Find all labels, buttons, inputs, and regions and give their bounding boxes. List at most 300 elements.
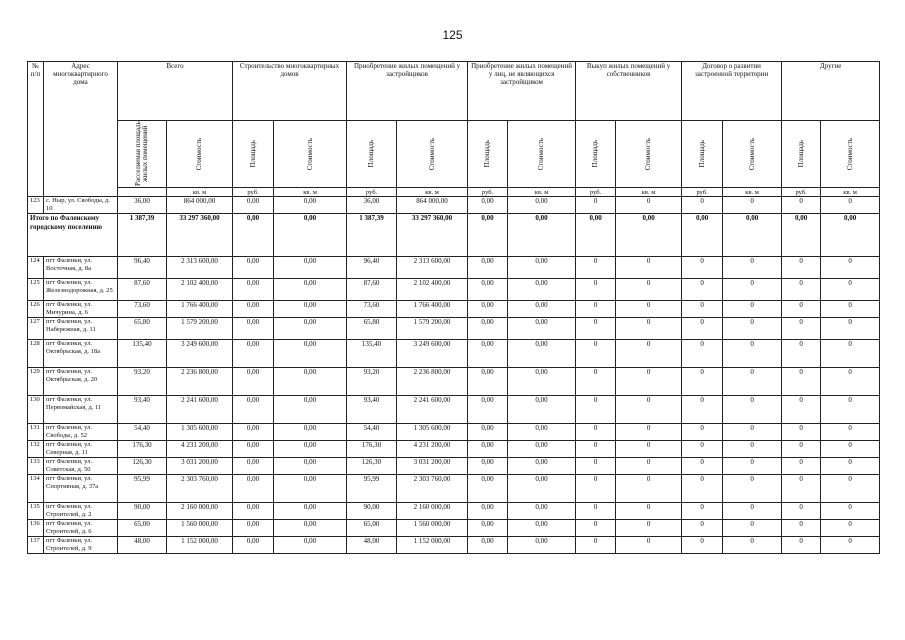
cell-value: 0 — [576, 301, 616, 318]
cell-value: 0 — [782, 475, 821, 503]
cell-value: 0,00 — [468, 396, 508, 424]
subheader-area: Площадь — [233, 121, 274, 188]
cell-value: 0,00 — [508, 424, 576, 441]
cell-value: 0,00 — [468, 368, 508, 396]
units-empty-cell — [118, 188, 167, 197]
row-address: пгт Фаленки, ул. Октябрьская, д. 20 — [44, 368, 118, 396]
cell-value: 0 — [821, 475, 880, 503]
cell-value: 0 — [723, 301, 782, 318]
row-number: 137 — [28, 537, 44, 554]
row-number: 125 — [28, 279, 44, 301]
cell-value: 0,00 — [274, 441, 347, 458]
cell-value: 0 — [782, 301, 821, 318]
table-row — [28, 318, 880, 340]
cell-value: 1 766 400,00 — [397, 301, 468, 318]
cell-value: 3 031 200,00 — [397, 458, 468, 475]
cell-value: 0 — [616, 396, 682, 424]
cell-value: 0 — [682, 424, 723, 441]
cell-value: 2 160 000,00 — [167, 503, 233, 520]
cell-value: 0,00 — [508, 503, 576, 520]
cell-value: 2 313 600,00 — [397, 257, 468, 279]
cell-value: 0,00 — [468, 475, 508, 503]
cell-value: 0 — [682, 396, 723, 424]
subheader-cost: Стоимость — [274, 121, 347, 188]
cell-value: 1 560 000,00 — [167, 520, 233, 537]
cell-value: 0,00 — [274, 537, 347, 554]
cell-value: 0 — [682, 441, 723, 458]
row-number: 135 — [28, 503, 44, 520]
total-value: 0,00 — [821, 214, 880, 257]
cell-value: 2 160 000,00 — [397, 503, 468, 520]
cell-value: 0 — [682, 257, 723, 279]
total-value: 0,00 — [616, 214, 682, 257]
row-address: пгт Фаленки, ул. Мичурина, д. 6 — [44, 301, 118, 318]
cell-value: 0 — [616, 475, 682, 503]
cell-value: 2 241 600,00 — [397, 396, 468, 424]
cell-value: 2 236 800,00 — [167, 368, 233, 396]
total-value: 0,00 — [233, 214, 274, 257]
cell-value: 864 000,00 — [167, 197, 233, 214]
cell-value: 0 — [723, 318, 782, 340]
cell-value: 0 — [821, 318, 880, 340]
cell-value: 0 — [782, 458, 821, 475]
row-number: 127 — [28, 318, 44, 340]
cell-value: 36,00 — [347, 197, 397, 214]
subheader-cost: Стоимость — [167, 121, 233, 188]
cell-value: 0 — [682, 475, 723, 503]
row-address: пгт Фаленки, ул. Советская, д. 50 — [44, 458, 118, 475]
cell-value: 0 — [682, 301, 723, 318]
cell-value: 54,40 — [347, 424, 397, 441]
cell-value: 0 — [821, 503, 880, 520]
cell-value: 0 — [723, 503, 782, 520]
cell-value: 0 — [821, 279, 880, 301]
cell-value: 0,00 — [274, 424, 347, 441]
cell-value: 0 — [616, 424, 682, 441]
table-row — [28, 458, 880, 475]
cell-value: 0 — [616, 197, 682, 214]
resettlement-table — [27, 61, 880, 554]
cell-value: 0,00 — [468, 520, 508, 537]
cell-value: 0,00 — [233, 197, 274, 214]
total-value: 1 387,39 — [118, 214, 167, 257]
table-row — [28, 424, 880, 441]
total-value: 0,00 — [576, 214, 616, 257]
cell-value: 0 — [723, 475, 782, 503]
cell-value: 2 313 600,00 — [167, 257, 233, 279]
row-number: 136 — [28, 520, 44, 537]
cell-value: 0 — [682, 520, 723, 537]
cell-value: 2 303 760,00 — [397, 475, 468, 503]
cell-value: 176,30 — [347, 441, 397, 458]
cell-value: 0,00 — [508, 340, 576, 368]
cell-value: 135,40 — [118, 340, 167, 368]
cell-value: 0,00 — [508, 197, 576, 214]
cell-value: 0,00 — [508, 279, 576, 301]
row-address: пгт Фаленки, ул. Набережная, д. 11 — [44, 318, 118, 340]
cell-value: 93,40 — [347, 396, 397, 424]
cell-value: 0,00 — [508, 368, 576, 396]
table-body — [28, 197, 880, 554]
row-number: 130 — [28, 396, 44, 424]
cell-value: 0 — [821, 368, 880, 396]
cell-value: 0,00 — [233, 475, 274, 503]
cell-value: 0 — [723, 520, 782, 537]
row-number: 133 — [28, 458, 44, 475]
total-value: 0,00 — [468, 214, 508, 257]
cell-value: 73,60 — [118, 301, 167, 318]
cell-value: 0 — [782, 257, 821, 279]
cell-value: 0 — [576, 503, 616, 520]
cell-value: 1 152 000,00 — [397, 537, 468, 554]
cell-value: 0 — [576, 475, 616, 503]
row-address: пгт Фаленки, ул. Строителей, д. 6 — [44, 520, 118, 537]
cell-value: 0 — [782, 318, 821, 340]
cell-value: 0,00 — [508, 301, 576, 318]
cell-value: 0 — [616, 318, 682, 340]
cell-value: 0,00 — [274, 257, 347, 279]
unit-label: кв. м — [821, 188, 880, 197]
cell-value: 0 — [576, 424, 616, 441]
total-value: 33 297 360,00 — [167, 214, 233, 257]
row-address: пгт Фаленки, ул. Железнодорожная, д. 25 — [44, 279, 118, 301]
cell-value: 90,00 — [347, 503, 397, 520]
cell-value: 0 — [723, 424, 782, 441]
cell-value: 3 249 600,00 — [167, 340, 233, 368]
total-row — [28, 214, 880, 257]
cell-value: 0,00 — [468, 257, 508, 279]
cell-value: 96,40 — [347, 257, 397, 279]
cell-value: 48,00 — [118, 537, 167, 554]
cell-value: 65,80 — [347, 318, 397, 340]
cell-value: 0 — [576, 279, 616, 301]
row-address: пгт Фаленки, ул. Северная, д. 11 — [44, 441, 118, 458]
subheader-area-resettled: Расселяемая площадь жилых помещений — [118, 121, 167, 188]
cell-value: 0 — [723, 279, 782, 301]
cell-value: 0 — [782, 197, 821, 214]
cell-value: 93,40 — [118, 396, 167, 424]
cell-value: 90,00 — [118, 503, 167, 520]
unit-label: руб. — [468, 188, 508, 197]
cell-value: 0 — [782, 368, 821, 396]
cell-value: 0,00 — [274, 301, 347, 318]
cell-value: 0 — [576, 396, 616, 424]
row-address: пгт Фаленки, ул. Строителей, д. 9 — [44, 537, 118, 554]
cell-value: 0,00 — [508, 318, 576, 340]
row-address: пгт Фаленки, ул. Октябрьская, д. 18а — [44, 340, 118, 368]
cell-value: 0 — [782, 279, 821, 301]
cell-value: 0 — [682, 197, 723, 214]
unit-label: кв. м — [616, 188, 682, 197]
cell-value: 0 — [576, 520, 616, 537]
cell-value: 0,00 — [468, 503, 508, 520]
unit-label: руб. — [347, 188, 397, 197]
cell-value: 0 — [821, 458, 880, 475]
header-num: № п/п — [28, 62, 44, 197]
cell-value: 0 — [821, 396, 880, 424]
header-total: Всего — [118, 62, 233, 121]
cell-value: 48,00 — [347, 537, 397, 554]
cell-value: 0,00 — [468, 441, 508, 458]
cell-value: 0 — [821, 301, 880, 318]
cell-value: 0 — [616, 257, 682, 279]
cell-value: 4 231 200,00 — [397, 441, 468, 458]
cell-value: 0 — [616, 441, 682, 458]
header-address: Адрес многоквартирного дома — [44, 62, 118, 197]
total-value: 0,00 — [682, 214, 723, 257]
cell-value: 0,00 — [508, 537, 576, 554]
total-value: 0,00 — [723, 214, 782, 257]
cell-value: 0,00 — [508, 520, 576, 537]
cell-value: 2 236 800,00 — [397, 368, 468, 396]
unit-label: кв. м — [274, 188, 347, 197]
table-row — [28, 441, 880, 458]
total-value: 0,00 — [274, 214, 347, 257]
cell-value: 0,00 — [468, 424, 508, 441]
cell-value: 1 579 200,00 — [397, 318, 468, 340]
cell-value: 1 305 600,00 — [397, 424, 468, 441]
cell-value: 0 — [576, 458, 616, 475]
cell-value: 0 — [723, 441, 782, 458]
cell-value: 0,00 — [274, 279, 347, 301]
subheader-area: Площадь — [347, 121, 397, 188]
cell-value: 3 249 600,00 — [397, 340, 468, 368]
subheader-area: Площадь — [682, 121, 723, 188]
cell-value: 0 — [682, 368, 723, 396]
subheader-row — [28, 121, 880, 188]
cell-value: 0 — [723, 537, 782, 554]
cell-value: 0 — [682, 340, 723, 368]
header-acquisition-dev: Приобретение жилых помещений у застройщиков — [347, 62, 468, 121]
unit-label: кв. м — [397, 188, 468, 197]
table-row — [28, 340, 880, 368]
cell-value: 0 — [782, 537, 821, 554]
cell-value: 0 — [576, 197, 616, 214]
row-address: пгт Фаленки, ул. Первомайская, д. 11 — [44, 396, 118, 424]
header-construction: Строительство многоквартирных домов — [233, 62, 347, 121]
cell-value: 0 — [616, 503, 682, 520]
total-value: 0,00 — [782, 214, 821, 257]
cell-value: 0 — [821, 424, 880, 441]
cell-value: 0 — [616, 279, 682, 301]
cell-value: 0 — [782, 396, 821, 424]
cell-value: 2 241 600,00 — [167, 396, 233, 424]
cell-value: 4 231 200,00 — [167, 441, 233, 458]
cell-value: 0,00 — [233, 301, 274, 318]
cell-value: 0,00 — [468, 340, 508, 368]
cell-value: 0 — [616, 340, 682, 368]
cell-value: 0,00 — [274, 503, 347, 520]
cell-value: 0,00 — [468, 301, 508, 318]
cell-value: 73,60 — [347, 301, 397, 318]
cell-value: 0 — [782, 441, 821, 458]
row-number: 126 — [28, 301, 44, 318]
cell-value: 0 — [821, 537, 880, 554]
cell-value: 2 102 400,00 — [397, 279, 468, 301]
cell-value: 0,00 — [508, 458, 576, 475]
cell-value: 0,00 — [233, 368, 274, 396]
cell-value: 0 — [782, 340, 821, 368]
cell-value: 96,40 — [118, 257, 167, 279]
cell-value: 0,00 — [233, 279, 274, 301]
cell-value: 0 — [682, 279, 723, 301]
cell-value: 1 579 200,00 — [167, 318, 233, 340]
cell-value: 0 — [576, 340, 616, 368]
cell-value: 0 — [616, 520, 682, 537]
subheader-area: Площадь — [576, 121, 616, 188]
subheader-cost: Стоимость — [821, 121, 880, 188]
subheader-cost: Стоимость — [616, 121, 682, 188]
cell-value: 95,99 — [118, 475, 167, 503]
unit-label: кв. м — [167, 188, 233, 197]
cell-value: 0,00 — [274, 197, 347, 214]
cell-value: 54,40 — [118, 424, 167, 441]
row-number: 132 — [28, 441, 44, 458]
cell-value: 0 — [821, 441, 880, 458]
header-row — [28, 62, 880, 121]
cell-value: 0 — [782, 424, 821, 441]
table-row — [28, 301, 880, 318]
row-number: 124 — [28, 257, 44, 279]
cell-value: 0 — [782, 503, 821, 520]
cell-value: 1 152 000,00 — [167, 537, 233, 554]
cell-value: 0,00 — [468, 279, 508, 301]
subheader-cost: Стоимость — [508, 121, 576, 188]
cell-value: 36,00 — [118, 197, 167, 214]
cell-value: 0,00 — [233, 424, 274, 441]
table-row — [28, 503, 880, 520]
cell-value: 1 766 400,00 — [167, 301, 233, 318]
table-row — [28, 396, 880, 424]
table-row — [28, 537, 880, 554]
cell-value: 0 — [723, 368, 782, 396]
cell-value: 0,00 — [274, 458, 347, 475]
cell-value: 176,30 — [118, 441, 167, 458]
cell-value: 2 303 760,00 — [167, 475, 233, 503]
table-row — [28, 520, 880, 537]
cell-value: 0,00 — [468, 458, 508, 475]
cell-value: 0 — [723, 396, 782, 424]
cell-value: 0,00 — [274, 520, 347, 537]
subheader-area: Площадь — [468, 121, 508, 188]
header-buyout: Выкуп жилых помещений у собственников — [576, 62, 682, 121]
cell-value: 2 102 400,00 — [167, 279, 233, 301]
cell-value: 126,30 — [347, 458, 397, 475]
unit-label: руб. — [233, 188, 274, 197]
total-label: Итого по Фаленскому городскому поселению — [28, 214, 118, 257]
cell-value: 0 — [821, 257, 880, 279]
cell-value: 0 — [682, 458, 723, 475]
cell-value: 0,00 — [233, 537, 274, 554]
cell-value: 0 — [723, 340, 782, 368]
cell-value: 95,99 — [347, 475, 397, 503]
cell-value: 87,60 — [347, 279, 397, 301]
row-address: пгт Фаленки, ул. Свободы, д. 52 — [44, 424, 118, 441]
header-development: Договор о развитии застроенной территории — [682, 62, 782, 121]
cell-value: 0,00 — [274, 475, 347, 503]
cell-value: 0 — [821, 197, 880, 214]
cell-value: 0 — [616, 301, 682, 318]
cell-value: 0,00 — [468, 197, 508, 214]
unit-label: руб. — [782, 188, 821, 197]
cell-value: 0 — [616, 368, 682, 396]
cell-value: 0 — [723, 458, 782, 475]
row-number: 129 — [28, 368, 44, 396]
unit-label: кв. м — [508, 188, 576, 197]
cell-value: 0,00 — [508, 441, 576, 458]
cell-value: 65,00 — [347, 520, 397, 537]
page-number: 125 — [442, 28, 463, 42]
row-number: 128 — [28, 340, 44, 368]
row-address: пгт Фаленки, ул. Спортивная, д. 37а — [44, 475, 118, 503]
unit-label: руб. — [682, 188, 723, 197]
cell-value: 0,00 — [274, 368, 347, 396]
table-row — [28, 475, 880, 503]
cell-value: 135,40 — [347, 340, 397, 368]
cell-value: 93,20 — [118, 368, 167, 396]
cell-value: 0 — [682, 318, 723, 340]
cell-value: 0 — [821, 340, 880, 368]
unit-label: кв. м — [723, 188, 782, 197]
cell-value: 126,30 — [118, 458, 167, 475]
cell-value: 0 — [616, 458, 682, 475]
cell-value: 0,00 — [468, 318, 508, 340]
cell-value: 93,20 — [347, 368, 397, 396]
cell-value: 0 — [682, 537, 723, 554]
subheader-cost: Стоимость — [397, 121, 468, 188]
total-value: 1 387,39 — [347, 214, 397, 257]
row-address: пгт Фаленки, ул. Восточная, д. 8а — [44, 257, 118, 279]
table-row — [28, 368, 880, 396]
table-row — [28, 279, 880, 301]
row-number: 131 — [28, 424, 44, 441]
table-row — [28, 257, 880, 279]
cell-value: 0,00 — [233, 458, 274, 475]
units-row — [28, 188, 880, 197]
total-value: 33 297 360,00 — [397, 214, 468, 257]
cell-value: 65,00 — [118, 520, 167, 537]
total-value: 0,00 — [508, 214, 576, 257]
cell-value: 0,00 — [233, 441, 274, 458]
cell-value: 864 000,00 — [397, 197, 468, 214]
cell-value: 0 — [723, 197, 782, 214]
cell-value: 0 — [782, 520, 821, 537]
cell-value: 0,00 — [508, 396, 576, 424]
cell-value: 0 — [723, 257, 782, 279]
header-acquisition-nondev: Приобретение жилых помещений у лиц, не являющихся застройщиком — [468, 62, 576, 121]
cell-value: 0 — [576, 368, 616, 396]
cell-value: 0,00 — [274, 318, 347, 340]
cell-value: 0 — [576, 441, 616, 458]
subheader-area: Площадь — [782, 121, 821, 188]
cell-value: 0,00 — [508, 257, 576, 279]
cell-value: 0 — [682, 503, 723, 520]
row-number: 123 — [28, 197, 44, 214]
cell-value: 0 — [576, 257, 616, 279]
header-other: Другие — [782, 62, 880, 121]
cell-value: 0 — [576, 318, 616, 340]
row-number: 134 — [28, 475, 44, 503]
cell-value: 3 031 200,00 — [167, 458, 233, 475]
cell-value: 0,00 — [233, 340, 274, 368]
cell-value: 0,00 — [274, 340, 347, 368]
cell-value: 65,80 — [118, 318, 167, 340]
cell-value: 0,00 — [508, 475, 576, 503]
cell-value: 0,00 — [233, 503, 274, 520]
cell-value: 1 305 600,00 — [167, 424, 233, 441]
table-row — [28, 197, 880, 214]
cell-value: 87,60 — [118, 279, 167, 301]
